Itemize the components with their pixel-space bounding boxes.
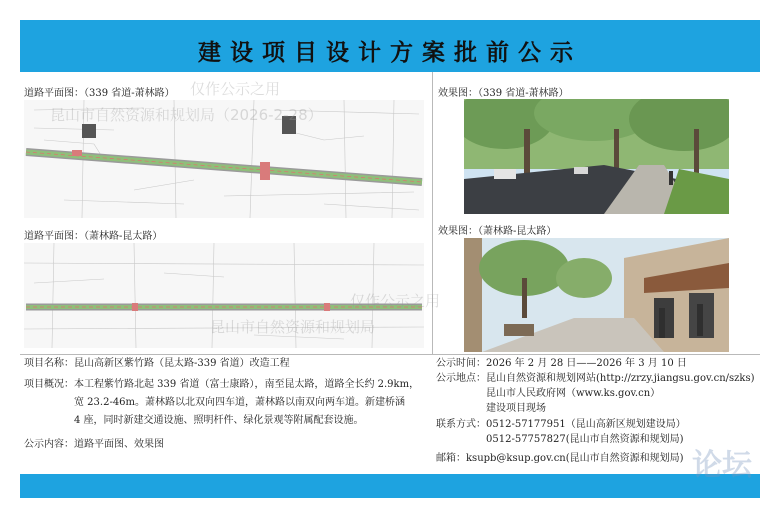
email-value[interactable]: ksupb@ksup.gov.cn(昆山市自然资源和规划局) bbox=[466, 453, 684, 464]
overview-line-3: 4 座，同时新建交通设施、照明杆件、绿化景观等附属配套设施。 bbox=[74, 415, 364, 426]
place-row bbox=[436, 371, 755, 416]
place-gov-site[interactable]: 昆山市人民政府网（www.ks.gov.cn） bbox=[486, 388, 661, 399]
effect2-caption: 效果图：（萧林路-昆太路） bbox=[438, 226, 557, 237]
email-row bbox=[436, 452, 684, 466]
vertical-divider bbox=[432, 72, 433, 354]
contact-label: 联系方式： bbox=[436, 419, 486, 430]
watermark-notice: 仅作公示之用 bbox=[190, 80, 281, 98]
bottom-banner bbox=[20, 474, 760, 498]
forum-watermark: 论坛 bbox=[692, 448, 752, 483]
content-value: 道路平面图、效果图 bbox=[74, 439, 164, 450]
email-label: 邮箱： bbox=[436, 453, 466, 464]
project-overview bbox=[24, 376, 419, 430]
contact-phone-1: 0512-57177951（昆山高新区规划建设局） bbox=[486, 419, 686, 430]
time-value: 2026 年 2 月 28 日——2026 年 3 月 10 日 bbox=[486, 358, 687, 369]
content-row bbox=[24, 438, 164, 452]
plan2-caption: 道路平面图：（萧林路-昆太路） bbox=[24, 231, 163, 242]
time-row bbox=[436, 357, 687, 371]
notice-board bbox=[20, 20, 760, 498]
watermark-bureau: 昆山市自然资源和规划局 bbox=[210, 318, 376, 336]
watermark-notice-2: 仅作公示之用 bbox=[350, 292, 441, 310]
horizontal-divider bbox=[20, 354, 760, 355]
place-label: 公示地点： bbox=[436, 373, 486, 384]
effect1-caption: 效果图：（339 省道-萧林路） bbox=[438, 88, 569, 99]
plan1-caption: 道路平面图：（339 省道-萧林路） bbox=[24, 88, 175, 99]
rendering-north bbox=[464, 99, 729, 214]
project-name-label: 项目名称： bbox=[24, 358, 74, 369]
place-website[interactable]: 昆山自然资源和规划网站(http://zrzy.jiangsu.gov.cn/szks) bbox=[486, 373, 755, 384]
title-banner bbox=[20, 20, 760, 72]
place-site: 建设项目现场 bbox=[486, 403, 546, 414]
watermark-bureau-date: 昆山市自然资源和规划局（2026-2-28） bbox=[50, 106, 323, 124]
overview-line-1: 本工程紫竹路北起 339 省道（富士康路），南至昆太路，道路全长约 2.9km， bbox=[74, 379, 420, 390]
content-label: 公示内容： bbox=[24, 439, 74, 450]
rendering-south bbox=[464, 238, 729, 352]
contact-row bbox=[436, 417, 686, 447]
overview-label: 项目概况： bbox=[24, 379, 74, 390]
time-label: 公示时间： bbox=[436, 358, 486, 369]
project-name-value: 昆山高新区紫竹路（昆太路-339 省道）改造工程 bbox=[74, 358, 290, 369]
project-name-row bbox=[24, 357, 290, 371]
overview-line-2: 宽 23.2-46m。萧林路以北双向四车道，萧林路以南双向两车道。新建桥涵 bbox=[74, 397, 406, 408]
page-title: 建设项目设计方案批前公示 bbox=[198, 39, 582, 66]
contact-phone-2: 0512-57757827(昆山市自然资源和规划局) bbox=[486, 434, 684, 445]
